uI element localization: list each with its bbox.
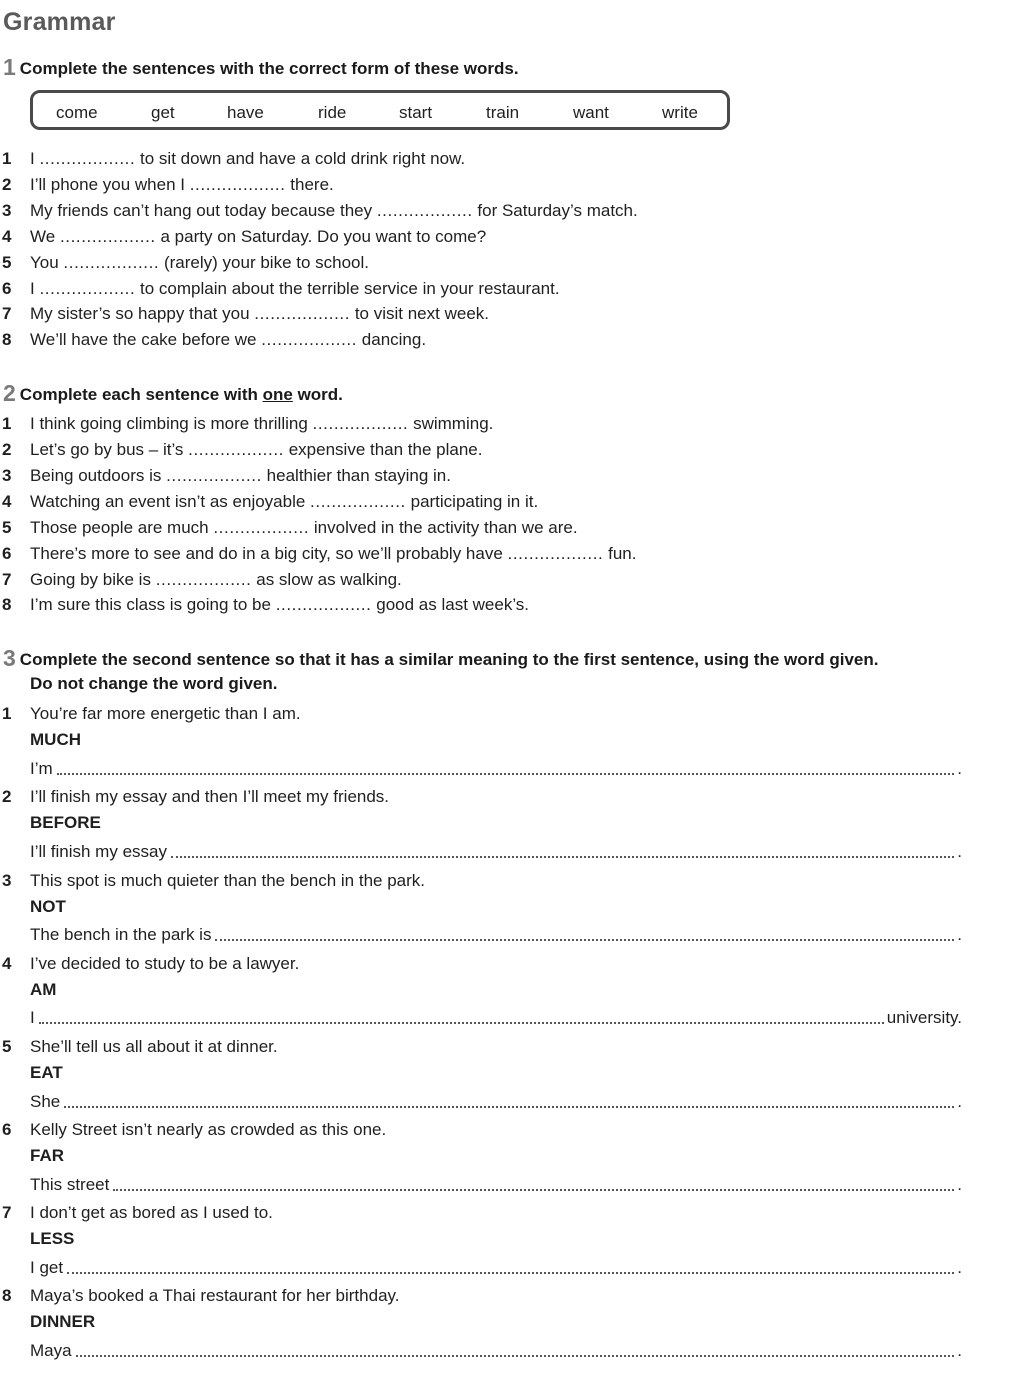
answer-gap[interactable]: .................. [507,544,604,563]
exercise-2-heading: 2 Complete each sentence with one word. [3,380,343,406]
word-start: start [399,103,433,122]
word-want: want [573,103,609,122]
key-word: AM [30,980,57,999]
answer-gap[interactable]: .................. [59,227,156,246]
word-ride: ride [318,103,347,122]
exercise-1-number: 1 [3,54,16,80]
word-write: write [662,103,698,122]
word-box [30,90,730,130]
answer-gap[interactable]: .................. [312,414,409,433]
key-word: NOT [30,897,66,916]
answer-gap[interactable] [76,1340,955,1357]
key-word: FAR [30,1146,64,1165]
exercise-3-heading [3,645,878,672]
exercise-1-heading [3,54,519,81]
answer-gap[interactable] [171,841,954,858]
answer-line[interactable]: Maya . [30,1341,962,1360]
answer-gap[interactable]: .................. [166,466,262,485]
answer-gap[interactable]: .................. [155,570,252,589]
exercise-1-instruction: Complete the sentences with the correct form of these words. [19,59,519,78]
answer-line[interactable]: The bench in the park is . [30,925,962,944]
answer-line[interactable]: I’m . [30,759,962,778]
word-have: have [227,103,264,122]
answer-gap[interactable] [64,1091,954,1108]
word-come: come [56,103,98,122]
answer-gap[interactable]: .................. [213,518,310,537]
answer-line[interactable]: This street . [30,1175,962,1194]
answer-gap[interactable]: .................. [275,595,372,614]
word-train: train [486,103,520,122]
answer-gap[interactable]: .................. [63,253,160,272]
exercise-3-instruction-2: Do not change the word given. [30,674,278,693]
worksheet-page: Grammar 1 Complete the sentences with the correct form of these words. come get have ride start train want write 1 I .................. to sit down and have a cold drink right now. 2 I’ll phone you when I .................. there. 3 My friends can’t hang out today because they .................. for Saturday’s match. 4 We .................. a party on Saturday. Do you want to come? 5 You .................. (rarely) your bike to school. 6 I .................. to complain about the terrible service in your restaurant. 7 My sister’s so happy that you .................. to visit next week. 8 We’ll have the cake before we .................. dancing. 2 Complete each sentence with one word. 1 I think going climbing is more thrilling .................. swimming. 2 Let’s go by bus – it’s .................. expensive than the plane. 3 Being outdoors is .................. healthier than staying in. 4 Watching an event isn’t as enjoyable .................. participating in it. 5 Those people are much .................. involved in the activity than we are. 6 There’s more to see and do in a big city, so we’ll probably have .................. fun. 7 Going by bike is .................. as slow as walking. 8 I’m sure this class is going to be .................. good as last week’s. 3 Complete the second sentence so that it has a similar meaning to the first sentence, using the word given. Do not change the word given. 1 You’re far more energetic than I am. MUCH I’m . 2 I’ll finish my essay and then I’ll meet my friends. BEFORE I’ll finish my essay . 3 This spot is much quieter than the bench in the park. NOT The bench in the park is . 4 I’ve decided to study to be a lawyer. AM I university. 5 She’ll tell us all about it at dinner. EAT She . 6 Kelly Street isn’t nearly as crowded as this one. FAR This street . 7 I don’t get as bored as I used to. LESS I get . 8 Maya’s booked a Thai restaurant for her birthday. DINNER Maya . [2,8,962,1360]
key-word: MUCH [30,730,81,749]
answer-line[interactable]: I university. [30,1008,962,1027]
answer-gap[interactable]: .................. [310,492,406,511]
exercise-3-instruction: Complete the second sentence so that it has a similar meaning to the first sentence, using the word given. [19,650,879,669]
answer-gap[interactable] [215,924,954,941]
page-title: Grammar [3,8,116,36]
key-word: DINNER [30,1312,96,1331]
answer-line[interactable]: She . [30,1092,962,1111]
word-get: get [151,103,175,122]
answer-gap[interactable]: .................. [254,304,351,323]
answer-gap[interactable]: .................. [189,175,286,194]
answer-gap[interactable] [67,1257,954,1274]
answer-gap[interactable]: .................. [39,279,136,298]
answer-gap[interactable]: .................. [376,201,473,220]
exercise-3-number: 3 [3,645,16,671]
answer-gap[interactable] [39,1007,884,1024]
answer-gap[interactable]: .................. [188,440,284,459]
answer-line[interactable]: I’ll finish my essay . [30,842,962,861]
key-word: LESS [30,1229,75,1248]
answer-gap[interactable]: .................. [39,149,136,168]
answer-gap[interactable]: .................. [261,330,358,349]
exercise-2-number: 2 [3,380,16,406]
answer-gap[interactable] [113,1174,954,1191]
answer-line[interactable]: I get . [30,1258,962,1277]
answer-gap[interactable] [57,758,955,775]
key-word: BEFORE [30,813,101,832]
key-word: EAT [30,1063,63,1082]
